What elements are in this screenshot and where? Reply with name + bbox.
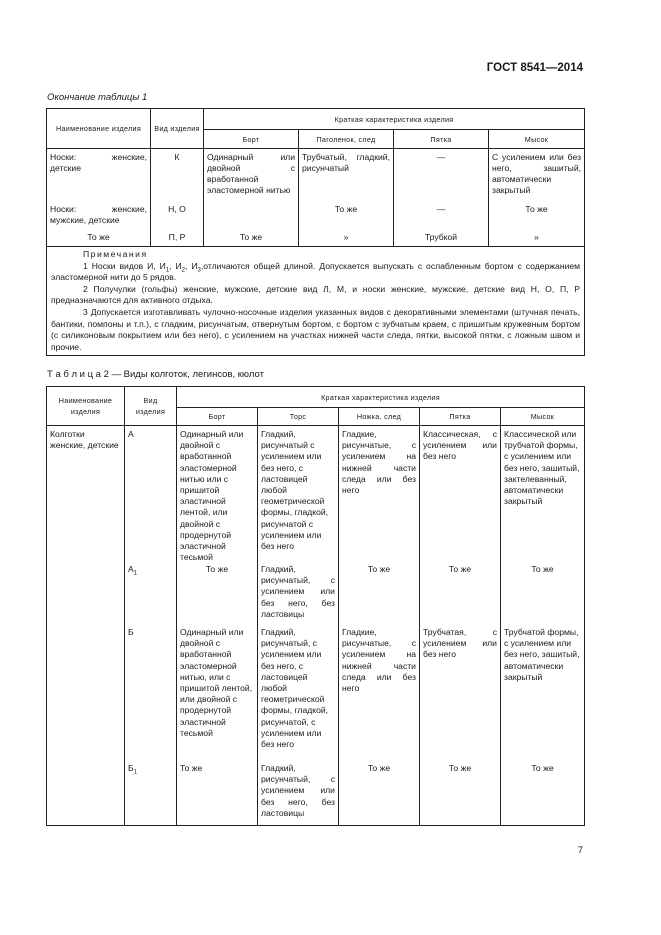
mysok-cell: » [489,232,585,247]
bort-cell: Одинарный или двойной с вработанной эластомерной нитью или с пришитой эластичной лентой, или двойной с продернутой эластичной тесьмой [177,426,258,565]
mysok-cell: Трубчатой формы, с усилением или без него, зашитый, автоматически закрытый [501,627,585,763]
table2-subheader: Пятка [420,408,501,426]
bort-cell: Одинарный или двойной с вработанной эластомерной нитью, или с пришитой лентой, или двойной с продернутой эластичной тесьмой [177,627,258,763]
table1-notes [47,247,585,356]
bort-cell: Одинарный или двойной с вработанной эластомерной нитью [204,149,299,205]
table2-header-group: Краткая характеристика изделия [177,387,585,408]
nozhka-cell: Гладкие, рисунчатые, с усилением на нижней части следа или без него [339,426,420,565]
table-row [47,627,585,763]
pagolenok-cell: » [299,232,394,247]
table2-header-kind: Вид изделия [125,387,177,426]
product-kind: $Б_1$ [125,763,177,826]
table-row [47,149,585,205]
pagolenok-cell: Трубчатый, гладкий, рисунчатый [299,149,394,205]
mysok-cell: То же [489,204,585,232]
standard-number: ГОСТ 8541—2014 [486,62,583,74]
mysok-cell: С усилением или без него, зашитый, автоматически закрытый [489,149,585,205]
product-kind: $А_1$ [125,564,177,627]
table-row [47,426,585,565]
bort-cell: То же [177,763,258,826]
pyatka-cell: — [394,204,489,232]
product-name: Носки: женские, мужские, детские [47,204,151,232]
product-kind: А [125,426,177,565]
page-number: 7 [577,845,583,856]
pagolenok-cell: То же [299,204,394,232]
notes-title: Примечания [83,249,148,259]
tors-cell: Гладкий, рисунчатый с усилением или без него, с ластовицей любой геометрической формы, гладкой, рисунчатой с усилением или без него [258,426,339,565]
note-2: 2 Получулки (гольфы) женские, мужские, детские вид Л, М, и носки женские, мужские, детские вид Н, О, П, Р предназначаются для активного отдыха. [51,283,581,306]
table1-header-kind: Вид изделия [151,109,204,149]
tors-cell: Гладкий, рисунчатый, с усилением или без него, с ластовицей любой геометрической формы, гладкой, рисунчатой, с усилением или без него [258,627,339,763]
pyatka-cell: — [394,149,489,205]
product-kind: К [151,149,204,205]
table-row [47,763,585,826]
table1-subheader: Борт [204,130,299,149]
table2 [46,386,585,826]
table1-caption: Окончание таблицы 1 [47,92,148,103]
product-name: Колготки женские, детские [47,426,125,826]
table1-subheader: Мысок [489,130,585,149]
pyatka-cell: Трубкой [394,232,489,247]
bort-cell [204,204,299,232]
table-row [47,564,585,627]
table1-subheader: Пятка [394,130,489,149]
note-3: 3 Допускается изготавливать чулочно-носочные изделия указанных видов с декоративными элементами (штучная печать, бантики, помпоны и т.п.), с гладким, рисунчатым, отвернутым бортом, с бортом с зубчатым краем, с пришитым кружевным бортом (с силиконовым покрытием или без него), с усилением на участках нижней части следа, пятки, высокой пятки, с ложным швом и прочие. [51,306,581,352]
note-1: 1 Носки видов И, $И_1$, $И_2$, $И_3,отличаются$ общей длиной. Допускается выпускать с ослабленным бортом с содержанием эластомерной нити до 5 рядов. [51,260,581,283]
product-name: То же [47,232,151,247]
table1-header-group: Краткая характеристика изделия [204,109,585,130]
product-kind: П, Р [151,232,204,247]
pyatka-cell: Классическая, с усилением или без него [420,426,501,565]
mysok-cell: То же [501,763,585,826]
nozhka-cell: Гладкие, рисунчатые, с усилением на нижней части следа или без него [339,627,420,763]
table2-subheader: Борт [177,408,258,426]
product-kind: Н, О [151,204,204,232]
table1-subheader: Паголенок, след [299,130,394,149]
nozhka-cell: То же [339,763,420,826]
tors-cell: Гладкий, рисунчатый, с усилением или без него, без ластовицы [258,763,339,826]
table2-subheader: Мысок [501,408,585,426]
pyatka-cell: То же [420,564,501,627]
product-name: Носки: женские, детские [47,149,151,205]
table2-caption: Т а б л и ц а 2 — Виды колготок, легинсов, кюлот [47,369,264,380]
table-row [47,232,585,247]
table-row [47,204,585,232]
nozhka-cell: То же [339,564,420,627]
mysok-cell: Классической или трубчатой формы, с усилением или без него, зашитый, зактелеванный, автоматически закрытый [501,426,585,565]
table2-subheader: Торс [258,408,339,426]
bort-cell: То же [177,564,258,627]
pyatka-cell: Трубчатая, с усилением или без него [420,627,501,763]
tors-cell: Гладкий, рисунчатый, с усилением или без него, без ластовицы [258,564,339,627]
table2-subheader: Ножка, след [339,408,420,426]
table1 [46,108,585,356]
bort-cell: То же [204,232,299,247]
mysok-cell: То же [501,564,585,627]
product-kind: Б [125,627,177,763]
table2-header-name: Наименование изделия [47,387,125,426]
table1-header-name: Наименование изделия [47,109,151,149]
pyatka-cell: То же [420,763,501,826]
